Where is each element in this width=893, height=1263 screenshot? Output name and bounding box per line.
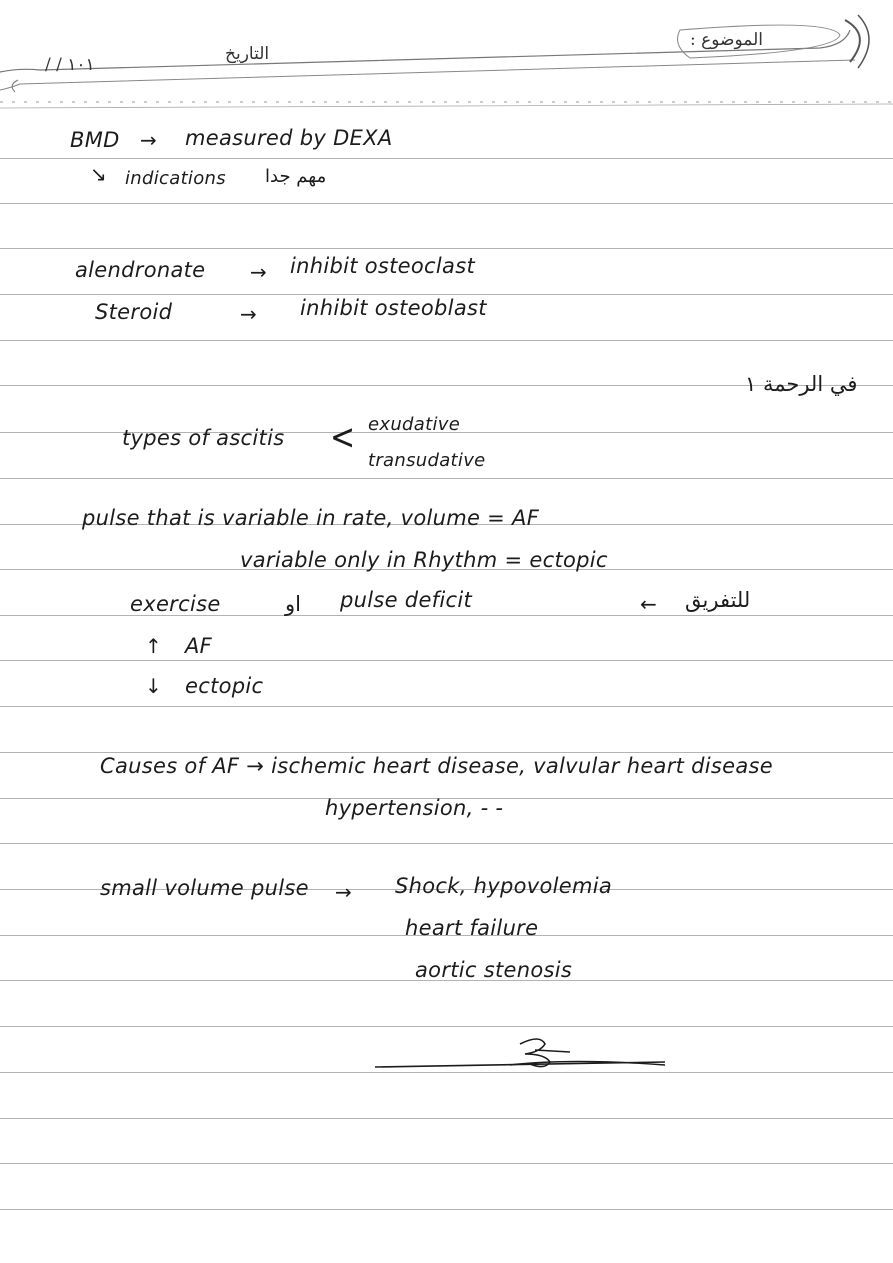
pulse-up-af: AF <box>185 634 213 658</box>
rule-line <box>0 158 893 159</box>
header-border <box>0 0 893 110</box>
small-volume-heart-failure: heart failure <box>405 916 539 940</box>
drug-name-alendronate: alendronate <box>75 258 206 282</box>
pulse-down-ectopic: ectopic <box>185 674 264 698</box>
drug-name-steroid: Steroid <box>95 300 173 324</box>
rule-line <box>0 843 893 844</box>
bmd-definition: measured by DEXA <box>185 126 393 150</box>
subject-label: الموضوع : <box>690 30 764 50</box>
rule-line <box>0 203 893 204</box>
rule-line <box>0 340 893 341</box>
down-arrow-icon: ↓ <box>145 674 163 698</box>
page-header <box>0 0 893 110</box>
small-volume-aortic-stenosis: aortic stenosis <box>415 958 573 982</box>
pulse-line-af: pulse that is variable in rate, volume = AF <box>82 506 540 530</box>
rule-line <box>0 752 893 753</box>
drug-effect-alendronate: inhibit osteoclast <box>290 254 475 278</box>
signature-flourish <box>370 1032 670 1077</box>
pulse-deficit: pulse deficit <box>340 588 473 612</box>
drug-arrow: → <box>240 302 258 326</box>
rule-line <box>0 1163 893 1164</box>
pulse-or: او <box>285 592 301 616</box>
pulse-line-ectopic: variable only in Rhythm = ectopic <box>240 548 608 572</box>
bmd-arrow: → <box>140 128 158 152</box>
bmd-indications: indications <box>125 168 226 189</box>
rule-line <box>0 1209 893 1210</box>
up-arrow-icon: ↑ <box>145 634 163 658</box>
date-value: / / ١٠١ <box>45 55 95 75</box>
bmd-sub-arrow: ↘ <box>90 162 108 186</box>
causes-af-hypertension: hypertension, - - <box>325 796 504 820</box>
ascitis-type-transudative: transudative <box>368 450 486 471</box>
rule-line <box>0 1118 893 1119</box>
causes-af-line: Causes of AF → ischemic heart disease, valvular heart disease <box>100 754 774 778</box>
drug-effect-steroid: inhibit osteoblast <box>300 296 487 320</box>
pulse-exercise: exercise <box>130 592 221 616</box>
pulse-differentiation: للتفريق <box>685 588 751 612</box>
ascitis-brace: < <box>330 416 356 459</box>
date-label: التاريخ <box>225 44 270 64</box>
rule-line <box>0 248 893 249</box>
rule-line <box>0 706 893 707</box>
rule-line <box>0 478 893 479</box>
rule-line <box>0 660 893 661</box>
small-volume-label: small volume pulse <box>100 876 309 900</box>
rule-line <box>0 1026 893 1027</box>
ascitis-label: types of ascitis <box>122 426 285 450</box>
bmd-arabic-note: مهم جدا <box>265 166 327 187</box>
ascitis-type-exudative: exudative <box>368 414 461 435</box>
small-volume-shock: Shock, hypovolemia <box>395 874 613 898</box>
small-volume-arrow: → <box>335 880 353 904</box>
section-heading: في الرحمة ١ <box>745 372 858 396</box>
pulse-arrow: ← <box>640 592 658 616</box>
rule-line <box>0 294 893 295</box>
bmd-term: BMD <box>70 128 120 152</box>
drug-arrow: → <box>250 260 268 284</box>
